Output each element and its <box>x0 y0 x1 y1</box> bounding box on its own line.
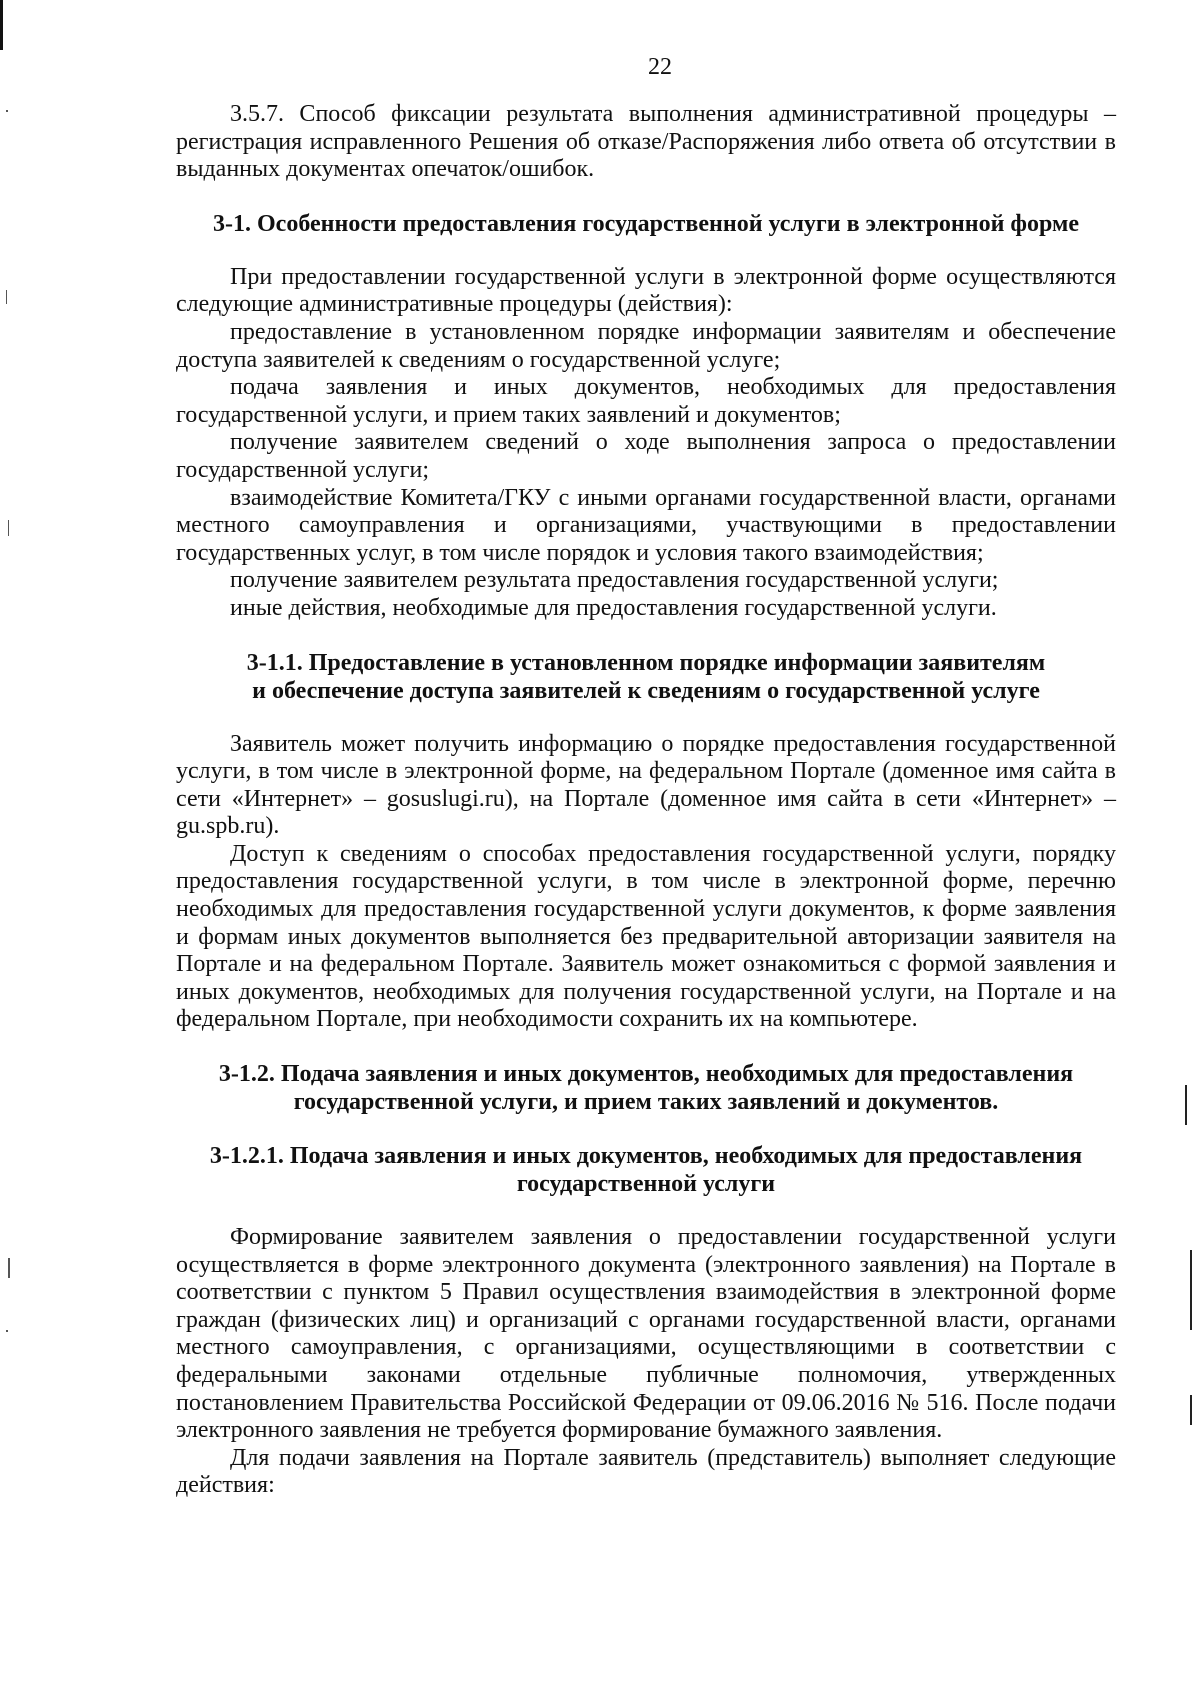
scan-edge-mark <box>1190 1250 1192 1330</box>
list-item-3-1-2: подача заявления и иных документов, необходимых для предоставления государственной услуги, и прием таких заявлений и документов; <box>176 374 1116 428</box>
heading-3-1-2 <box>176 1060 1116 1116</box>
heading-3-1-2-line2: государственной услуги, и прием таких заявлений и документов. <box>293 1089 999 1116</box>
heading-3-1-2-1-line1: 3-1.2.1. Подача заявления и иных документов, необходимых для предоставления <box>209 1143 1083 1170</box>
list-item-3-1-5: получение заявителем результата предоставления государственной услуги; <box>230 567 999 594</box>
heading-3-1-1-line1: 3-1.1. Предоставление в установленном порядке информации заявителям <box>246 649 1046 676</box>
list-item-3-1-4: взаимодействие Комитета/ГКУ с иными органами государственной власти, органами местного самоуправления и организациями, участвующими в предоставлении государственных услуг, в том числе порядок и условия такого взаимодействия; <box>176 484 1116 566</box>
paragraph-3-1-2-1-first: Формирование заявителем заявления о предоставлении государственной услуги осуществляется в форме электронного документа (электронного заявления) на Портале в соответствии с пунктом 5 Правил осуществления взаимодействия в электронной форме граждан (физических лиц) и организаций с органами государственной власти, органами местного самоуправления, с организациями, осуществляющими в соответствии с федеральными законами отдельные публичные полномочия, утвержденных постановлением Правительства Российской Федерации от 09.06.2016 № 516. После подачи электронного заявления не требуется формирование бумажного заявления. <box>176 1224 1116 1444</box>
scan-edge-mark <box>1190 1395 1192 1425</box>
list-item-3-1-1: предоставление в установленном порядке информации заявителям и обеспечение доступа заявителей к сведениям о государственной услуге; <box>176 318 1116 373</box>
scan-speck <box>6 1330 8 1332</box>
scan-speck <box>6 110 8 112</box>
list-item-3-1-6: иные действия, необходимые для предоставления государственной услуги. <box>230 594 997 621</box>
scan-edge-mark <box>1185 1085 1187 1125</box>
heading-3-1: 3-1. Особенности предоставления государственной услуги в электронной форме <box>213 210 1079 237</box>
paragraph-3-1-1-second: Доступ к сведениям о способах предоставления государственной услуги, порядку предоставления государственной услуги, в том числе в электронной форме, перечню необходимых для предоставления государственной услуги документов, к форме заявления и формам иных документов выполняется без предварительной авторизации заявителя на Портале и на федеральном Портале. Заявитель может ознакомиться с формой заявления и иных документов, необходимых для получения государственной услуги, на Портале и на федеральном Портале, при необходимости сохранить их на компьютере. <box>176 840 1116 1033</box>
page-number: 22 <box>648 54 672 80</box>
scan-speck <box>6 290 7 304</box>
scan-speck <box>8 520 9 536</box>
heading-3-1-1-line2: и обеспечение доступа заявителей к сведениям о государственной услуге <box>252 677 1040 704</box>
heading-3-1-2-1-line2: государственной услуги <box>516 1171 776 1198</box>
paragraph-3-1-2-1-second: Для подачи заявления на Портале заявитель (представитель) выполняет следующие действия: <box>176 1444 1116 1499</box>
document-body <box>176 101 1116 1500</box>
paragraph-3-1-intro: При предоставлении государственной услуги в электронной форме осуществляются следующие административные процедуры (действия): <box>176 263 1116 318</box>
scan-edge-mark <box>0 0 3 50</box>
heading-3-1-1 <box>176 649 1116 705</box>
paragraph-3-1-1-first: Заявитель может получить информацию о порядке предоставления государственной услуги, в том числе в электронной форме, на федеральном Портале (доменное имя сайта в сети «Интернет» – gosuslugi.ru), на Портале (доменное имя сайта в сети «Интернет» – gu.spb.ru). <box>176 730 1116 840</box>
scan-speck <box>8 1258 10 1278</box>
heading-3-1-2-line1: 3-1.2. Подача заявления и иных документов, необходимых для предоставления <box>218 1061 1074 1088</box>
paragraph-3-5-7: 3.5.7. Способ фиксации результата выполнения административной процедуры –регистрация исправленного Решения об отказе/Распоряжения либо ответа об отсутствии в выданных документах опечаток/ошибок. <box>176 101 1116 183</box>
heading-3-1-2-1 <box>176 1142 1116 1198</box>
list-item-3-1-3: получение заявителем сведений о ходе выполнения запроса о предоставлении государственной услуги; <box>176 429 1116 483</box>
